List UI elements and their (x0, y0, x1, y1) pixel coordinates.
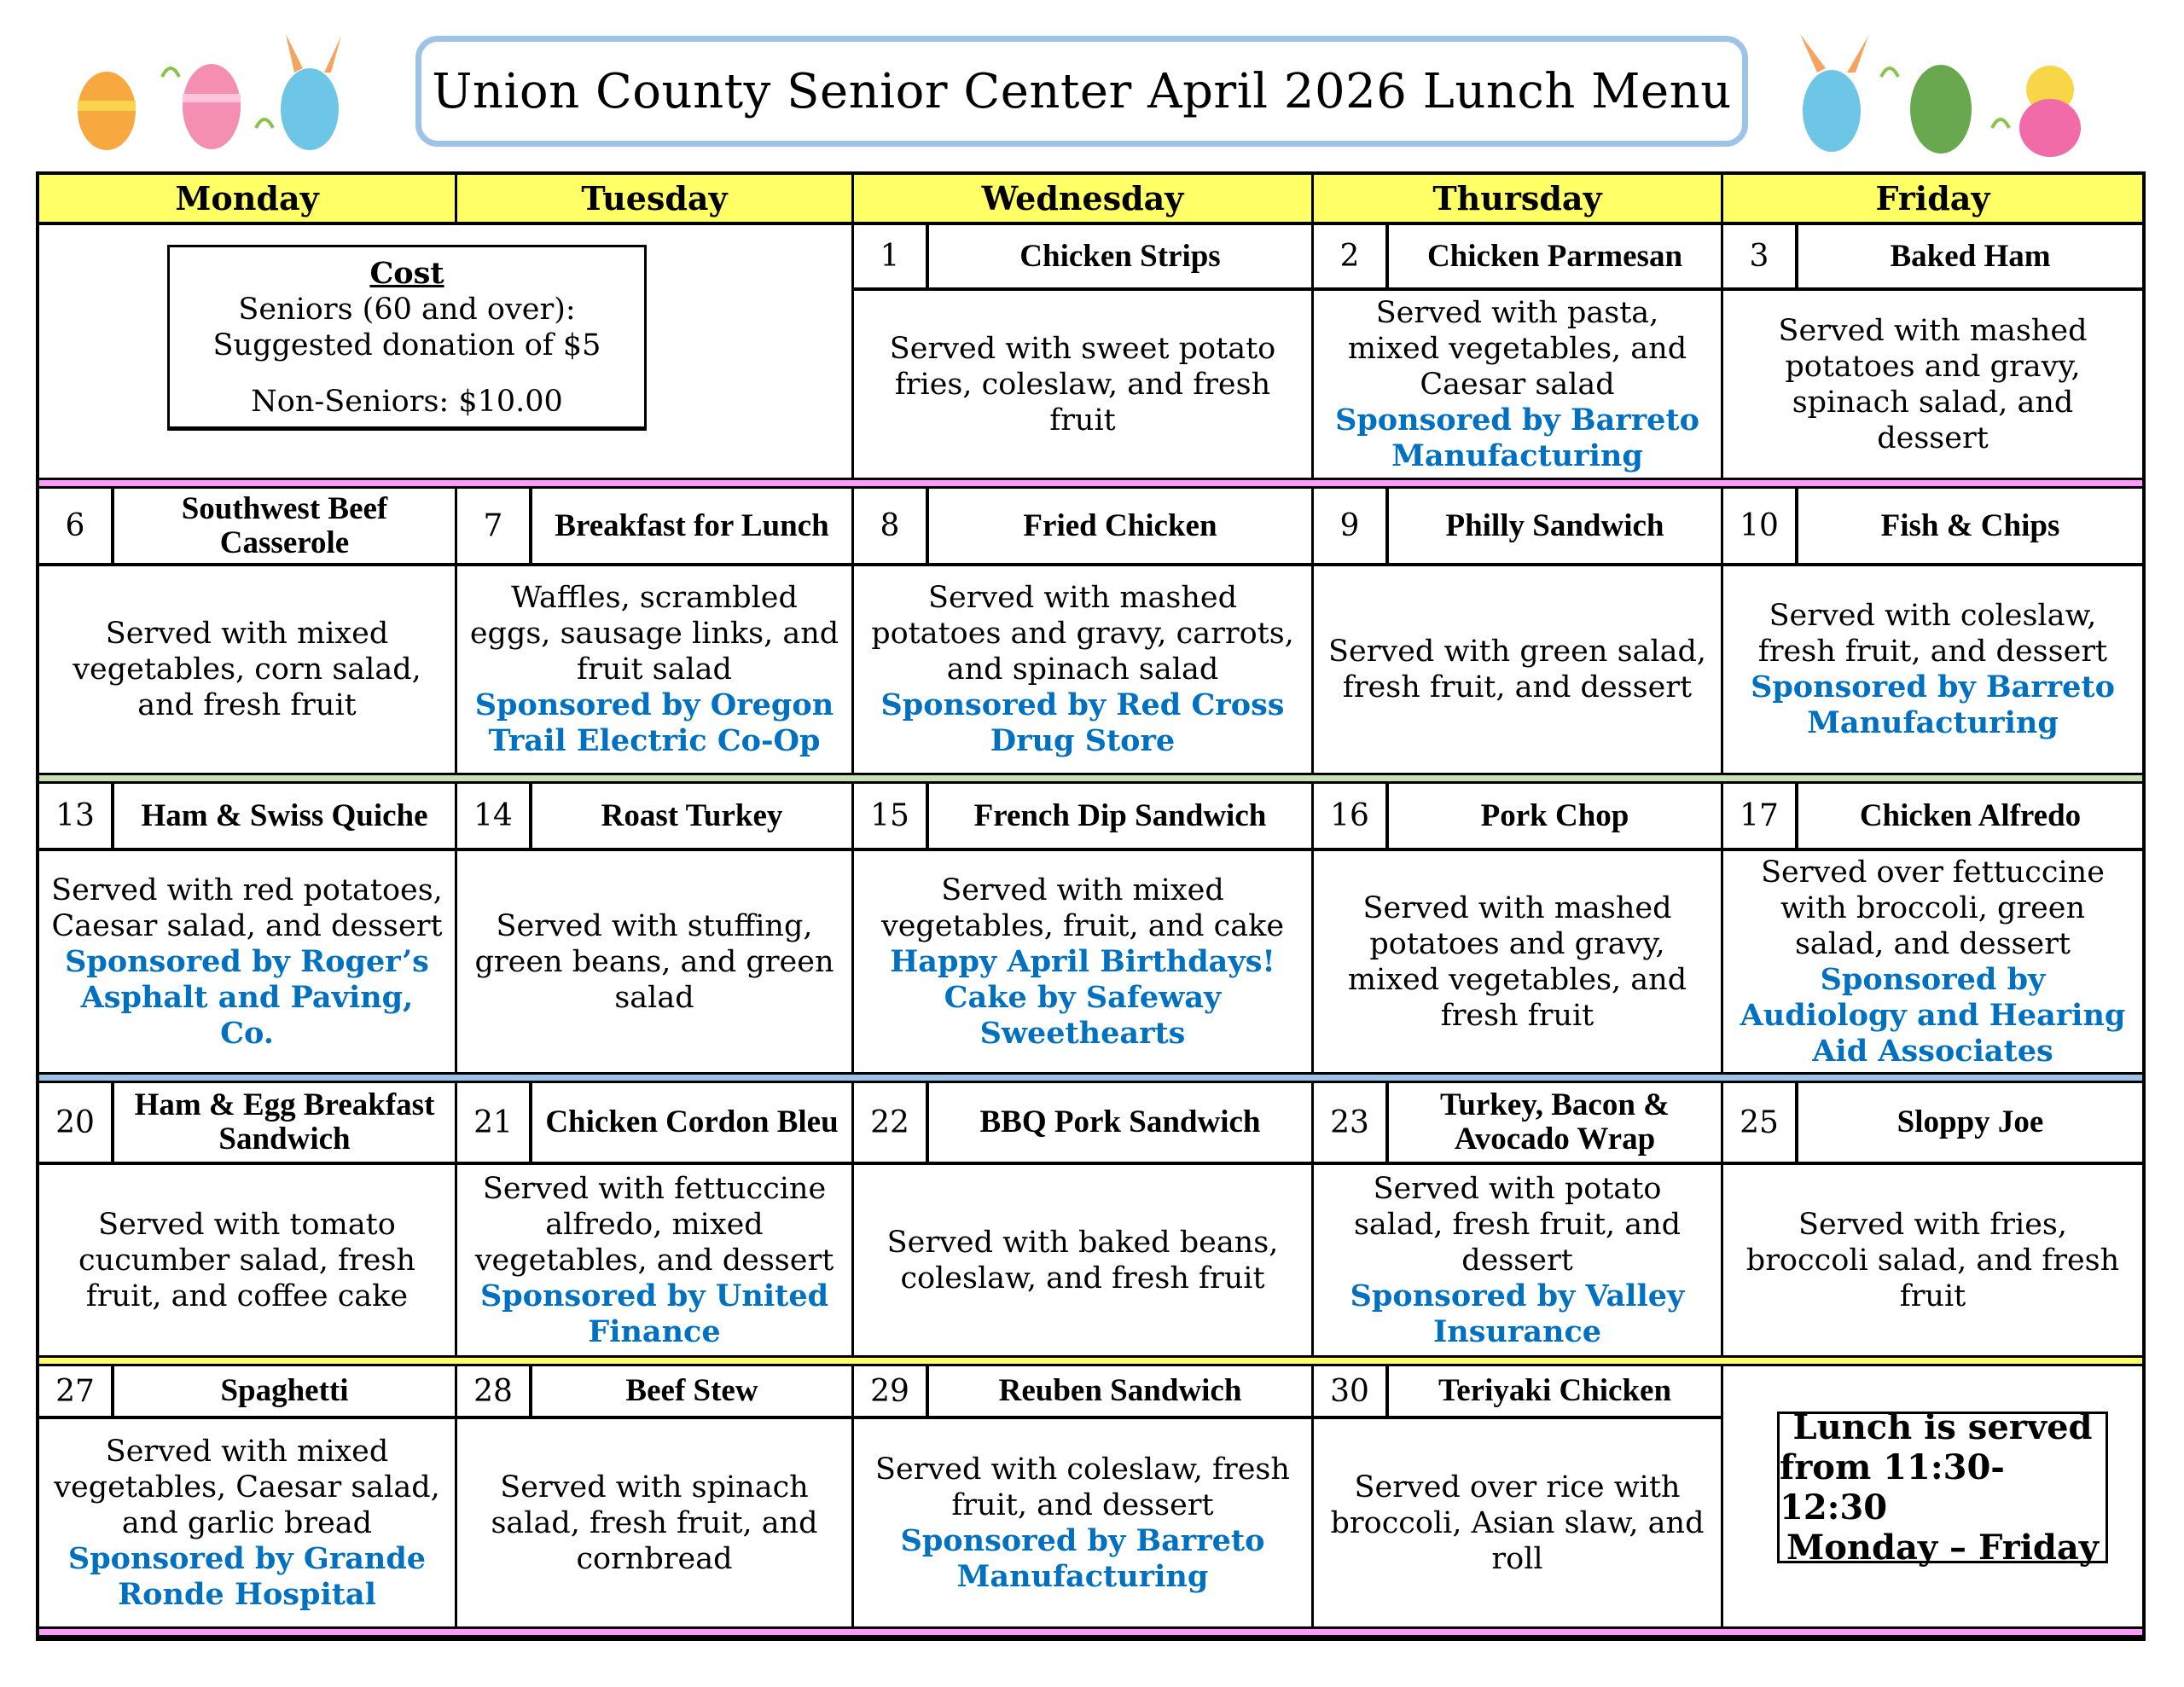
day-cell (1723, 489, 2142, 773)
weekday-tuesday: Tuesday (457, 175, 854, 222)
day-cell (1723, 1083, 2142, 1355)
day-cell-body (854, 1419, 1311, 1626)
day-number: 28 (457, 1366, 532, 1416)
meal-title: Roast Turkey (601, 797, 783, 833)
meal-title: Ham & Egg Breakfast Sandwich (134, 1087, 435, 1157)
day-cell (1314, 1083, 1723, 1355)
day-cell (457, 489, 854, 773)
day-cell (1314, 489, 1723, 773)
cost-seniors: Seniors (60 and over): (238, 293, 576, 327)
day-cell-body (457, 1165, 851, 1355)
meal-description: Served over fettuccine with broccoli, green salad, and dessert (1761, 855, 2105, 961)
week-separator (39, 773, 2142, 784)
meal-title: Baked Ham (1890, 238, 2051, 274)
day-number: 22 (854, 1083, 929, 1162)
meal-description: Served with stuffing, green beans, and green salad (474, 908, 834, 1015)
sponsor-text: Sponsored by Red Cross Drug Store (880, 687, 1285, 758)
weekday-wednesday: Wednesday (854, 175, 1314, 222)
week-separator (39, 1626, 2142, 1638)
week-row (39, 1083, 2142, 1355)
day-cell-header (1314, 489, 1721, 566)
meal-description: Served with mashed potatoes and gravy, mixed vegetables, and fresh fruit (1347, 890, 1687, 1033)
meal-title: Ham & Swiss Quiche (141, 797, 428, 833)
day-cell-header (457, 489, 851, 566)
sponsor-text: Sponsored by Valley Insurance (1350, 1278, 1685, 1349)
meal-description: Served with tomato cucumber salad, fresh fruit, and coffee cake (78, 1207, 415, 1313)
day-cell-body (39, 851, 455, 1072)
meal-title: Spaghetti (220, 1373, 349, 1408)
meal-description: Served with sweet potato fries, coleslaw, and fresh fruit (889, 331, 1276, 438)
day-cell-header (457, 1366, 851, 1419)
hours-line-3: Monday – Friday (1786, 1528, 2100, 1568)
day-number: 2 (1314, 225, 1389, 287)
day-number: 30 (1314, 1366, 1389, 1416)
day-cell (457, 1366, 854, 1626)
day-cell (854, 489, 1314, 773)
meal-description: Served with mashed potatoes and gravy, spinach salad, and dessert (1778, 313, 2088, 455)
meal-title: Fish & Chips (1880, 507, 2060, 543)
week-separator (39, 1072, 2142, 1083)
meal-description: Served with baked beans, coleslaw, and fresh fruit (886, 1225, 1279, 1296)
pink-egg-icon (2019, 99, 2081, 157)
day-cell-body (854, 1165, 1311, 1355)
day-number: 27 (39, 1366, 114, 1416)
week-row (39, 489, 2142, 773)
day-cell-body (1723, 851, 2142, 1072)
day-cell (854, 1366, 1314, 1626)
meal-description: Served with coleslaw, fresh fruit, and dessert (875, 1452, 1290, 1522)
meal-title: Sloppy Joe (1896, 1104, 2044, 1139)
day-number: 20 (39, 1083, 114, 1162)
day-cell-header (39, 784, 455, 851)
day-cell-header (854, 225, 1311, 291)
day-number: 3 (1723, 225, 1798, 287)
meal-title: Turkey, Bacon & Avocado Wrap (1440, 1087, 1670, 1157)
day-cell-body (1314, 1165, 1721, 1355)
meal-description: Served with spinach salad, fresh fruit, and cornbread (491, 1470, 818, 1576)
day-cell-body (1314, 1419, 1721, 1626)
meal-title: Chicken Strips (1019, 238, 1221, 274)
meal-title: Chicken Alfredo (1859, 797, 2082, 833)
day-cell-body (854, 291, 1311, 478)
hours-line-2: from 11:30-12:30 (1780, 1447, 2005, 1528)
day-cell-body (457, 1419, 851, 1626)
day-cell-header (39, 1366, 455, 1419)
day-cell-header (1314, 784, 1721, 851)
day-number: 7 (457, 489, 532, 563)
day-number: 10 (1723, 489, 1798, 563)
meal-description: Served with mixed vegetables, fruit, and cake (880, 872, 1285, 943)
day-cell-header (1314, 1083, 1721, 1165)
day-cell-header (1723, 225, 2142, 291)
meal-title: Teriyaki Chicken (1438, 1373, 1672, 1408)
cost-non-seniors: Non-Seniors: $10.00 (251, 385, 563, 419)
meal-title: Chicken Parmesan (1426, 238, 1683, 274)
meal-title: Southwest Beef Casserole (181, 490, 388, 560)
meal-title: Chicken Cordon Bleu (545, 1104, 839, 1139)
page-title: Union County Senior Center April 2026 Lunch Menu (432, 63, 1732, 119)
green-egg-icon (1910, 65, 1972, 154)
day-cell-body (39, 1165, 455, 1355)
day-cell-header (457, 784, 851, 851)
sponsor-text: Sponsored by United Finance (479, 1278, 829, 1349)
day-number: 14 (457, 784, 532, 848)
sponsor-text: Sponsored by Barreto Manufacturing (1335, 402, 1699, 473)
day-cell-body (457, 566, 851, 773)
cost-box (167, 245, 647, 431)
meal-description: Served with green salad, fresh fruit, and dessert (1328, 635, 1706, 704)
meal-title: Fried Chicken (1023, 507, 1217, 543)
meal-description: Waffles, scrambled eggs, sausage links, and fruit salad (469, 581, 839, 687)
meal-title: Philly Sandwich (1445, 507, 1664, 543)
meal-description: Served over rice with broccoli, Asian slaw, and roll (1330, 1470, 1705, 1576)
day-cell-body (39, 566, 455, 773)
meal-description: Served with coleslaw, fresh fruit, and dessert (1757, 599, 2108, 669)
day-number: 21 (457, 1083, 532, 1162)
cost-suggested-donation: Suggested donation of $5 (212, 328, 601, 362)
day-cell (854, 1083, 1314, 1355)
meal-description: Served with fettuccine alfredo, mixed vegetables, and dessert (474, 1171, 834, 1278)
day-cell-body (1314, 291, 1721, 478)
easter-eggs-right-decoration (1779, 26, 2120, 162)
week-row (39, 784, 2142, 1072)
day-cell-body (854, 851, 1311, 1072)
meal-description: Served with red potatoes, Caesar salad, and dessert (51, 872, 443, 943)
day-cell-body (854, 566, 1311, 773)
day-cell-body (1314, 566, 1721, 773)
hours-line-1: Lunch is served (1792, 1407, 2093, 1447)
weekday-header-row (39, 175, 2142, 225)
meal-description: Served with mixed vegetables, Caesar salad, and garlic bread (54, 1434, 440, 1540)
day-number: 15 (854, 784, 929, 848)
sponsor-text: Sponsored by Roger’s Asphalt and Paving, Co. (65, 943, 429, 1051)
day-number: 23 (1314, 1083, 1389, 1162)
day-cell (854, 225, 1314, 478)
meal-description: Served with potato salad, fresh fruit, and dessert (1353, 1171, 1682, 1278)
sponsor-text: Sponsored by Barreto Manufacturing (1751, 670, 2115, 740)
pink-egg-icon (183, 64, 241, 149)
day-cell-body (39, 1419, 455, 1626)
sponsor-text: Sponsored by Oregon Trail Electric Co-Op (474, 687, 834, 758)
day-number: 1 (854, 225, 929, 287)
meal-title: French Dip Sandwich (973, 797, 1267, 833)
day-cell (1314, 1366, 1723, 1626)
day-cell-header (854, 489, 1311, 566)
day-cell-header (1314, 225, 1721, 291)
week-separator (39, 478, 2142, 489)
day-cell-header (457, 1083, 851, 1165)
day-cell (39, 489, 457, 773)
day-cell (457, 784, 854, 1072)
day-cell-header (1723, 489, 2142, 566)
sponsor-text: Sponsored by Audiology and Hearing Aid Associates (1740, 961, 2126, 1069)
day-cell (457, 1083, 854, 1355)
sponsor-text: Sponsored by Barreto Manufacturing (900, 1522, 1265, 1594)
day-cell-body (1723, 566, 2142, 773)
day-cell-header (1723, 784, 2142, 851)
meal-description: Served with pasta, mixed vegetables, and Caesar salad (1347, 295, 1687, 402)
day-cell (1314, 225, 1723, 478)
day-number: 13 (39, 784, 114, 848)
day-cell-header (854, 1083, 1311, 1165)
weekday-friday: Friday (1875, 179, 1990, 217)
day-cell (39, 1366, 457, 1626)
day-number: 9 (1314, 489, 1389, 563)
day-cell-header (1723, 1083, 2142, 1165)
meal-description: Served with mixed vegetables, corn salad, and fresh fruit (73, 617, 421, 722)
meal-title: Reuben Sandwich (998, 1373, 1242, 1408)
day-number: 16 (1314, 784, 1389, 848)
day-cell-body (1314, 851, 1721, 1072)
title-banner (415, 36, 1748, 147)
sponsor-text: Sponsored by Grande Ronde Hospital (67, 1540, 427, 1612)
day-cell (39, 1083, 457, 1355)
day-cell-body (457, 851, 851, 1072)
meal-title: Pork Chop (1480, 797, 1629, 833)
blue-egg-icon (281, 68, 339, 150)
easter-eggs-left-decoration (60, 26, 384, 162)
day-cell (39, 784, 457, 1072)
day-cell-header (854, 784, 1311, 851)
meal-title: Beef Stew (625, 1373, 758, 1408)
day-cell (1314, 784, 1723, 1072)
sponsor-text: Happy April Birthdays! Cake by Safeway Sweethearts (890, 943, 1275, 1051)
meal-description: Served with mashed potatoes and gravy, carrots, and spinach salad (871, 581, 1294, 687)
day-cell-header (1314, 1366, 1721, 1419)
day-cell-body (1723, 291, 2142, 478)
day-number: 6 (39, 489, 114, 563)
cost-heading: Cost (369, 256, 444, 291)
day-cell-header (39, 1083, 455, 1165)
day-number: 17 (1723, 784, 1798, 848)
meal-title: BBQ Pork Sandwich (979, 1104, 1261, 1139)
day-cell-body (1723, 1165, 2142, 1355)
day-cell (854, 784, 1314, 1072)
day-number: 25 (1723, 1083, 1798, 1162)
week-separator (39, 1355, 2142, 1366)
weekday-thursday: Thursday (1314, 175, 1723, 222)
day-cell-header (854, 1366, 1311, 1419)
day-cell (1723, 784, 2142, 1072)
day-cell (1723, 225, 2142, 478)
meal-title: Breakfast for Lunch (555, 507, 829, 543)
lunch-hours-box (1777, 1407, 2108, 1568)
day-number: 29 (854, 1366, 929, 1416)
day-cell-header (39, 489, 455, 566)
day-number: 8 (854, 489, 929, 563)
blue-egg-icon (1803, 70, 1861, 152)
weekday-monday: Monday (39, 175, 457, 222)
meal-description: Served with fries, broccoli salad, and fresh fruit (1745, 1207, 2120, 1313)
